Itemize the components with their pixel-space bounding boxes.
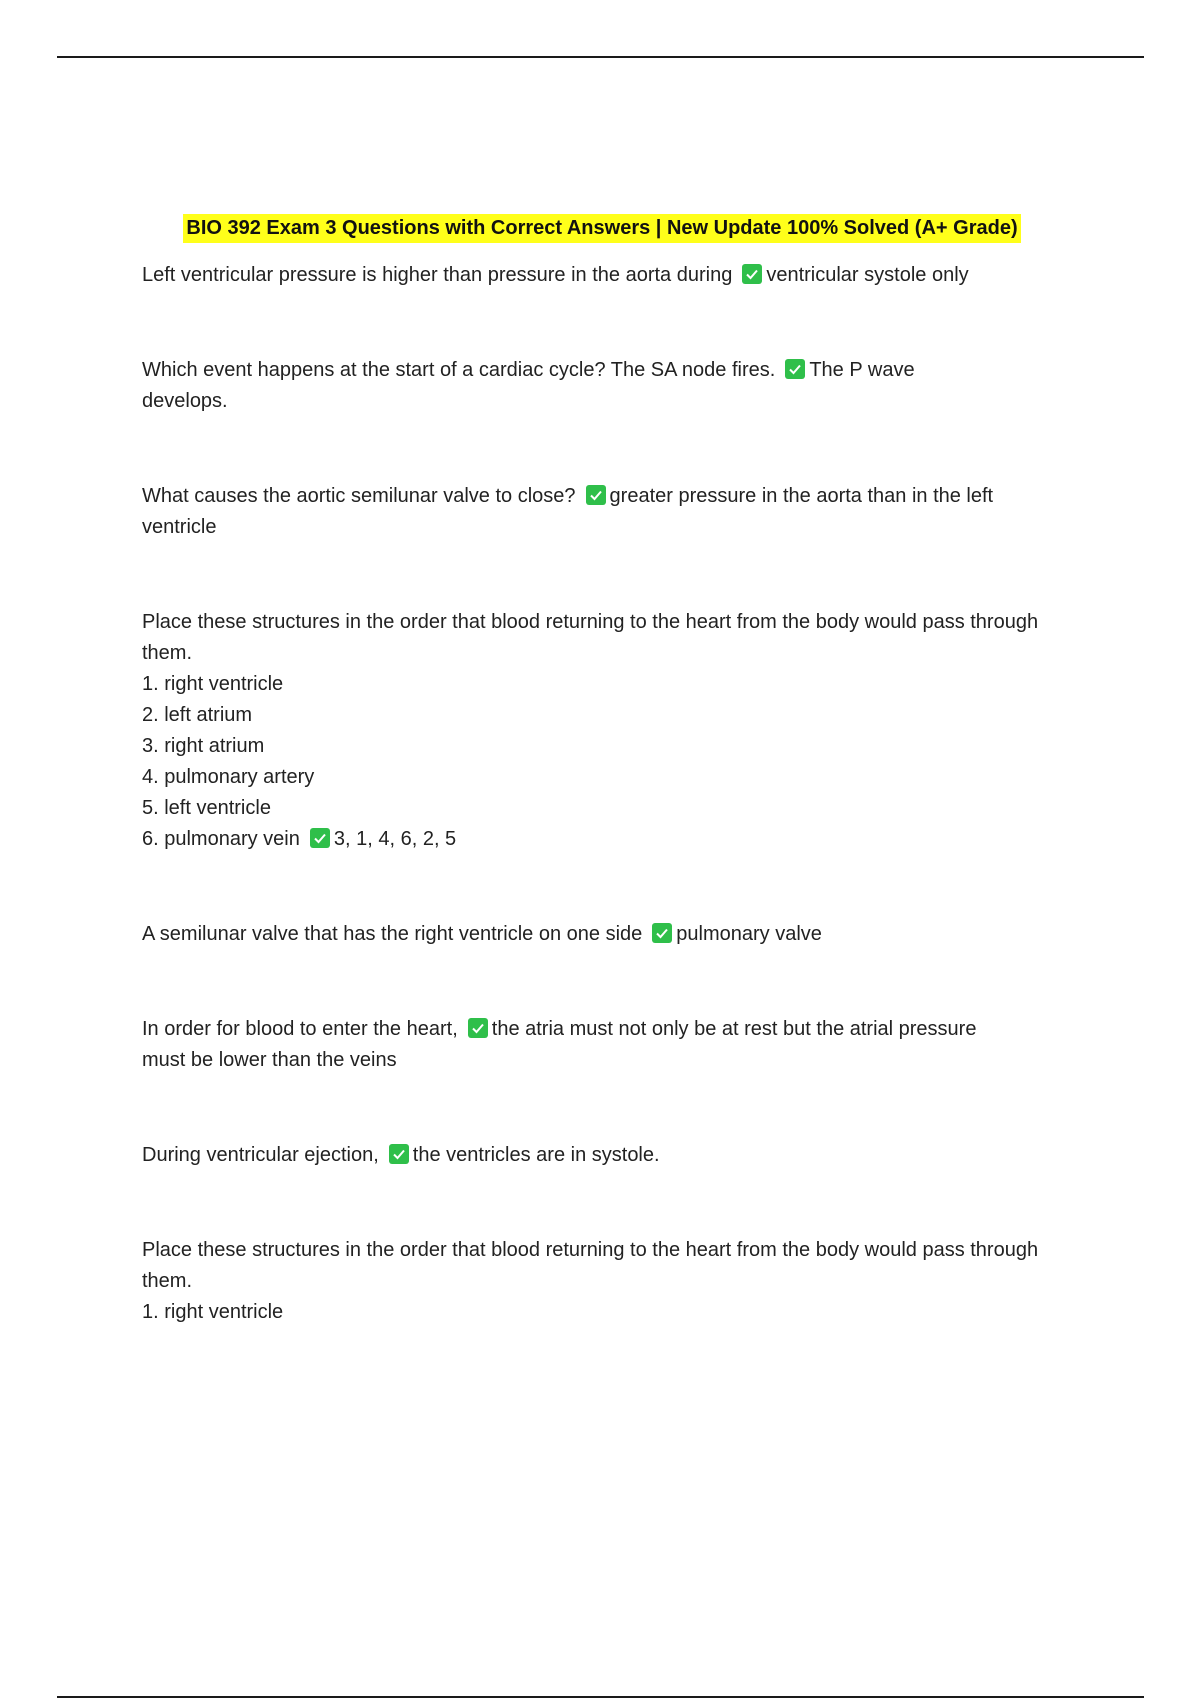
list-item: 1. right ventricle (142, 673, 284, 695)
qa-item (142, 260, 1062, 291)
footer-rule (57, 1696, 1144, 1698)
qa-item (142, 607, 1062, 855)
question-text: In order for blood to enter the heart, (142, 1018, 458, 1040)
answer-text: pulmonary valve (676, 923, 822, 945)
qa-text (142, 481, 1042, 543)
check-mark-icon (310, 828, 330, 848)
question-text: What causes the aortic semilunar valve to close? (142, 485, 576, 507)
qa-item (142, 355, 932, 417)
qa-text (142, 919, 1062, 950)
answer-text: 3, 1, 4, 6, 2, 5 (333, 828, 457, 850)
check-mark-icon (389, 1144, 409, 1164)
question-text: Left ventricular pressure is higher than pressure in the aorta during (142, 264, 733, 286)
list-item: 4. pulmonary artery (142, 766, 315, 788)
answer-text: The P wave develops. (142, 359, 915, 412)
header-rule (57, 56, 1144, 58)
qa-text (142, 260, 1062, 291)
question-text: Place these structures in the order that blood returning to the heart from the body would pass through them. (142, 611, 1039, 664)
answer-text: the ventricles are in systole. (412, 1144, 660, 1166)
check-mark-icon (468, 1018, 488, 1038)
document-title: BIO 392 Exam 3 Questions with Correct Answers | New Update 100% Solved (A+ Grade) (183, 214, 1020, 243)
list-item: 3. right atrium (142, 735, 265, 757)
list-item: 2. left atrium (142, 704, 253, 726)
question-text: A semilunar valve that has the right ventricle on one side (142, 923, 643, 945)
list-item: 1. right ventricle (142, 1301, 284, 1323)
title-wrap (130, 213, 1074, 244)
qa-item (142, 1014, 1002, 1076)
question-text: Which event happens at the start of a cardiac cycle? The SA node fires. (142, 359, 776, 381)
answer-text: ventricular systole only (766, 264, 969, 286)
list-item-with-answer (142, 824, 1062, 855)
qa-item (142, 1140, 1062, 1171)
list-item: 5. left ventricle (142, 797, 271, 819)
qa-text (142, 1140, 1062, 1171)
check-mark-icon (742, 264, 762, 284)
document-body (142, 213, 1062, 1328)
check-mark-icon (785, 359, 805, 379)
qa-item (142, 919, 1062, 950)
answer-text: the atria must not only be at rest but the atrial pressure must be lower than the veins (142, 1018, 977, 1071)
question-text: During ventricular ejection, (142, 1144, 379, 1166)
answer-text: greater pressure in the aorta than in the left ventricle (142, 485, 994, 538)
qa-text (142, 355, 932, 417)
qa-item (142, 481, 1042, 543)
list-item-text: 6. pulmonary vein (142, 828, 300, 850)
qa-text (142, 1014, 1002, 1076)
qa-item (142, 1235, 1062, 1328)
check-mark-icon (586, 485, 606, 505)
check-mark-icon (652, 923, 672, 943)
question-text: Place these structures in the order that blood returning to the heart from the body would pass through them. (142, 1239, 1039, 1292)
